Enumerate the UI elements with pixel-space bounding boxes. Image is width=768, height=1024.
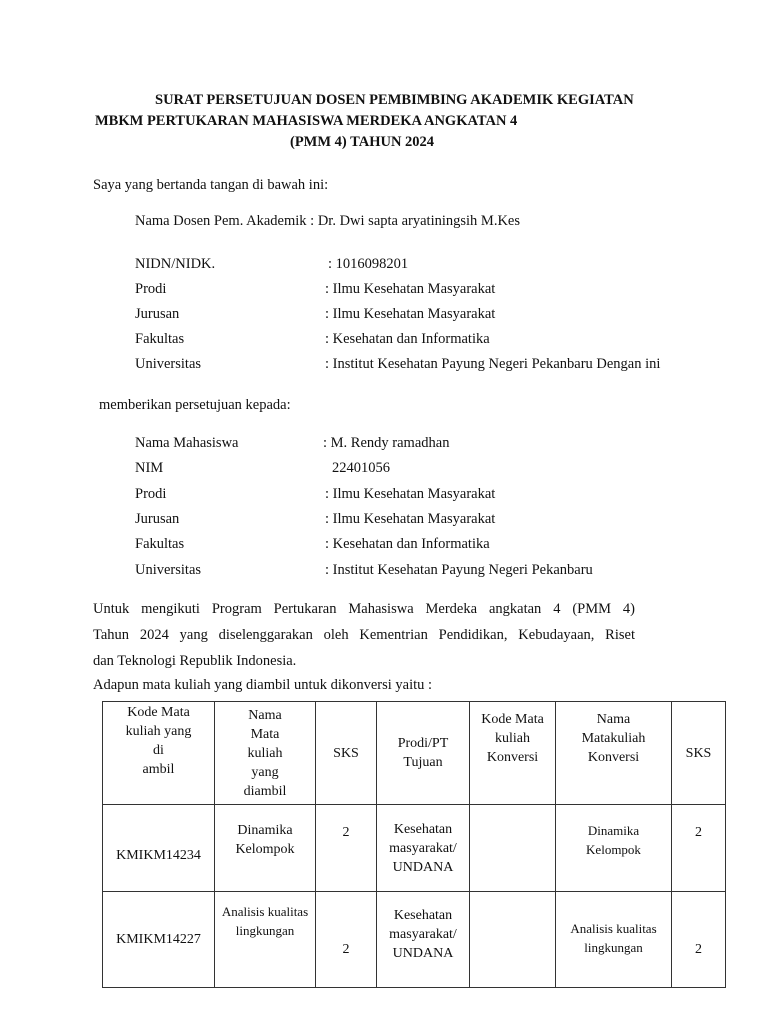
cell-text: Kesehatan xyxy=(393,821,453,837)
cell-kode-konversi xyxy=(470,892,556,988)
header-text: Nama xyxy=(248,707,282,723)
title-line-3: (PMM 4) TAHUN 2024 xyxy=(290,134,435,150)
mhs-nama-label: Nama Mahasiswa xyxy=(135,435,239,451)
cell-text: Dinamika xyxy=(237,823,293,838)
cell-kode: KMIKM14234 xyxy=(103,805,215,892)
dosen-fakultas-value: : Kesehatan dan Informatika xyxy=(325,331,490,347)
cell-sks-konversi: 2 xyxy=(672,805,726,892)
header-sks: SKS xyxy=(316,702,377,805)
cell-text: lingkungan xyxy=(235,923,295,938)
cell-text: Dinamika xyxy=(587,823,640,838)
header-text: kuliah yang xyxy=(125,724,192,739)
table-row xyxy=(103,805,726,892)
cell-text: UNDANA xyxy=(392,859,454,875)
cell-text: masyarakat/ xyxy=(389,840,457,856)
header-text: Konversi xyxy=(587,750,640,765)
table-row xyxy=(103,892,726,988)
dosen-prodi-value: : Ilmu Kesehatan Masyarakat xyxy=(325,281,496,297)
title-line-2: MBKM PERTUKARAN MAHASISWA MERDEKA ANGKATAN 4 xyxy=(95,113,518,129)
dosen-prodi-label: Prodi xyxy=(135,281,167,297)
cell-sks: 2 xyxy=(316,805,377,892)
header-nama-konversi xyxy=(556,702,672,805)
mhs-jurusan-value: : Ilmu Kesehatan Masyarakat xyxy=(325,511,496,527)
intro-text: Saya yang bertanda tangan di bawah ini: xyxy=(93,177,329,193)
mhs-nim-value: 22401056 xyxy=(332,460,390,476)
cell-text: masyarakat/ xyxy=(389,927,457,942)
dosen-universitas-value: : Institut Kesehatan Payung Negeri Pekanbaru Dengan ini xyxy=(325,356,661,372)
title-line-1: SURAT PERSETUJUAN DOSEN PEMBIMBING AKADEMIK KEGIATAN xyxy=(155,92,634,108)
header-text: yang xyxy=(251,764,279,780)
header-text: Matakuliah xyxy=(581,731,646,746)
cell-prodi xyxy=(377,892,470,988)
header-text: kuliah xyxy=(495,731,530,746)
cell-text: UNDANA xyxy=(392,946,454,961)
paragraph-line-2: Tahun 2024 yang diselenggarakan oleh Kementrian Pendidikan, Kebudayaan, Riset xyxy=(93,627,635,643)
cell-nama xyxy=(215,805,316,892)
header-sks-konversi: SKS xyxy=(672,702,726,805)
header-kode-mata-kuliah xyxy=(103,702,215,805)
mhs-universitas-label: Universitas xyxy=(135,562,202,578)
header-text: Mata xyxy=(250,726,280,742)
header-text: Kode Mata xyxy=(481,712,544,727)
mhs-fakultas-value: : Kesehatan dan Informatika xyxy=(325,536,490,552)
cell-text: Analisis kualitas xyxy=(570,921,657,936)
course-conversion-table xyxy=(102,701,726,988)
dosen-fakultas-label: Fakultas xyxy=(135,331,185,347)
consent-text: memberikan persetujuan kepada: xyxy=(99,397,291,413)
paragraph-line-3: dan Teknologi Republik Indonesia. xyxy=(93,653,297,669)
header-prodi-tujuan xyxy=(377,702,470,805)
cell-kode: KMIKM14227 xyxy=(103,892,215,988)
header-text: Kode Mata xyxy=(127,705,190,720)
mhs-universitas-value: : Institut Kesehatan Payung Negeri Pekanbaru xyxy=(325,562,593,578)
dosen-universitas-label: Universitas xyxy=(135,356,202,372)
cell-text: Kelompok xyxy=(235,842,295,857)
header-text: Tujuan xyxy=(403,755,443,770)
mhs-nim-label: NIM xyxy=(135,460,164,476)
header-kode-konversi xyxy=(470,702,556,805)
cell-kode-konversi xyxy=(470,805,556,892)
program-paragraph xyxy=(93,596,635,674)
cell-prodi xyxy=(377,805,470,892)
mhs-prodi-label: Prodi xyxy=(135,486,167,502)
paragraph-line-1: Untuk mengikuti Program Pertukaran Mahasiswa Merdeka angkatan 4 (PMM 4) xyxy=(93,601,635,617)
header-nama-mata-kuliah xyxy=(215,702,316,805)
dosen-nidn-label: NIDN/NIDK. xyxy=(135,256,216,272)
cell-nama-konversi xyxy=(556,892,672,988)
table-header-row xyxy=(103,702,726,805)
dosen-nama-line: Nama Dosen Pem. Akademik : Dr. Dwi sapta aryatiningsih M.Kes xyxy=(135,213,520,229)
mhs-prodi-value: : Ilmu Kesehatan Masyarakat xyxy=(325,486,496,502)
dosen-jurusan-value: : Ilmu Kesehatan Masyarakat xyxy=(325,306,496,322)
cell-text: Kelompok xyxy=(586,842,641,857)
cell-text: Kesehatan xyxy=(393,908,453,923)
header-text: di xyxy=(153,743,164,758)
header-text: Nama xyxy=(596,712,631,727)
cell-sks: 2 xyxy=(316,892,377,988)
mhs-nama-value: : M. Rendy ramadhan xyxy=(323,435,450,451)
cell-text: Analisis kualitas xyxy=(221,904,309,919)
cell-nama-konversi xyxy=(556,805,672,892)
mhs-fakultas-label: Fakultas xyxy=(135,536,185,552)
cell-text: lingkungan xyxy=(584,940,643,955)
header-text: Prodi/PT xyxy=(397,736,449,751)
header-text: kuliah xyxy=(247,745,283,761)
dosen-jurusan-label: Jurusan xyxy=(135,306,180,322)
cell-nama xyxy=(215,892,316,988)
header-text: ambil xyxy=(142,762,175,777)
mhs-jurusan-label: Jurusan xyxy=(135,511,180,527)
header-text: diambil xyxy=(243,783,287,799)
cell-sks-konversi: 2 xyxy=(672,892,726,988)
header-text: Konversi xyxy=(486,750,539,765)
table-intro: Adapun mata kuliah yang diambil untuk dikonversi yaitu : xyxy=(93,677,433,693)
dosen-nidn-value: : 1016098201 xyxy=(328,256,409,272)
